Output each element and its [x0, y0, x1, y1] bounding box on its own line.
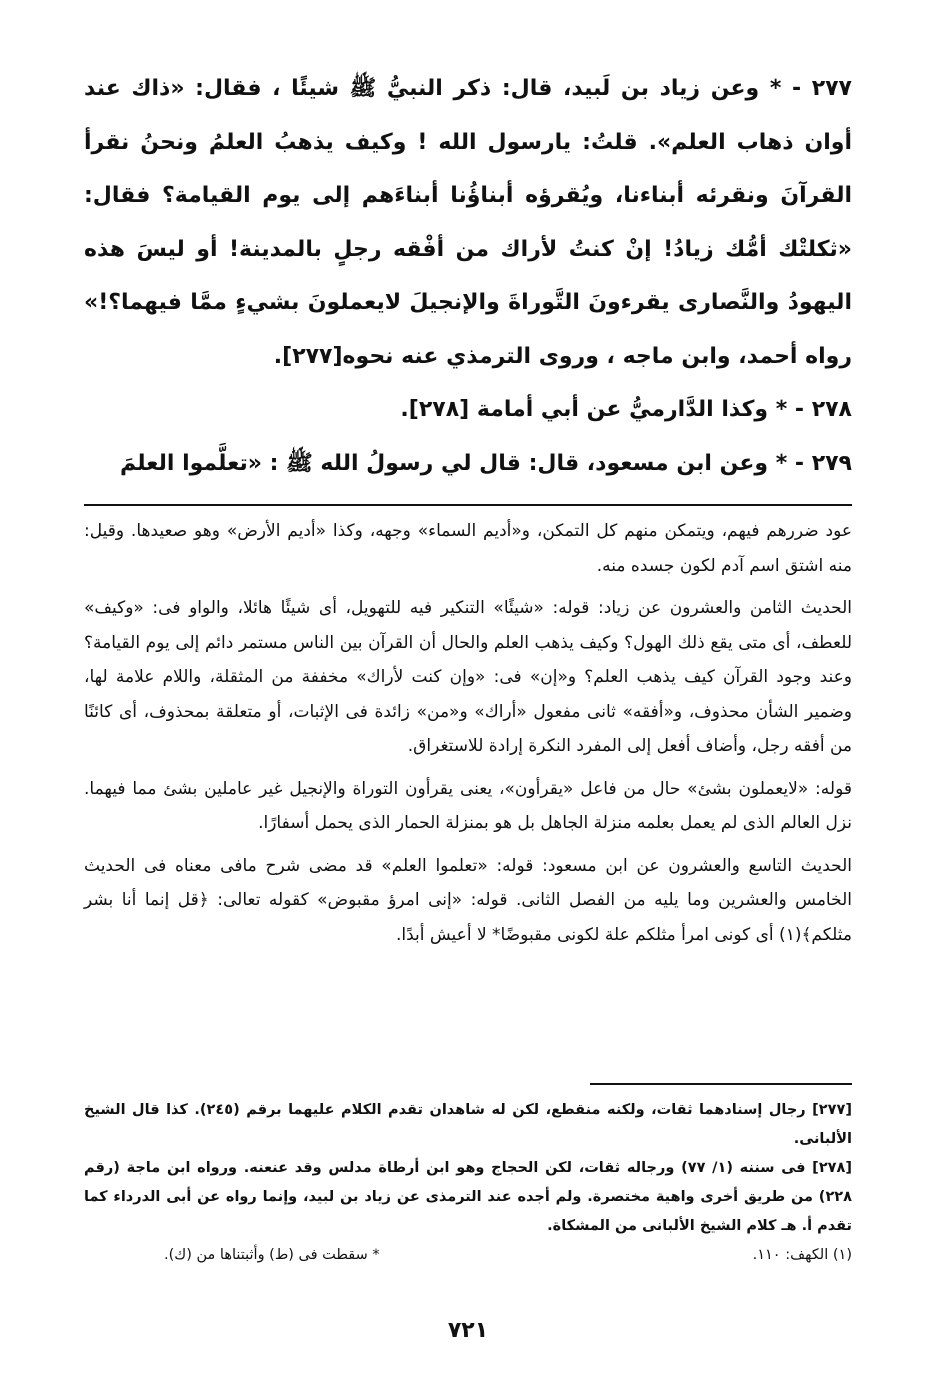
commentary-paragraph: قوله: «لايعملون بشئ» حال من فاعل «يقرأون»، يعنى يقرأون التوراة والإنجيل غير عاملين بشئ مما فيهما. نزل العالم الذى لم يعمل بعلمه منزلة الجاهل بل هو بمنزلة الحمار الذى يحمل أسفارًا. [84, 778, 852, 833]
note-278: [٢٧٨] فى سننه (١/ ٧٧) ورجاله ثقات، لكن الحجاج وهو ابن أرطاة مدلس وقد عنعنه. ورواه ابن ماجة (رقم ٢٢٨) من طريق أخرى واهية مختصرة. ولم أجده عند الترمذى عن زياد بن لبيد، وإنما رواه عن أبى الدرداء كما تقدم أ. هـ كلام الشيخ الألبانى من المشكاة. [84, 1160, 853, 1234]
hadith-277: ٢٧٧ - * وعن زياد بن لَبيد، قال: ذكر النبيُّ ﷺ شيئًا ، فقال: «ذاك عند أوان ذهاب العلم». قلتُ: يارسول الله ! وكيف يذهبُ العلمُ ونحنُ نقرأ القرآنَ ونقرئه أبناءنا، ويُقرؤه أبناؤُنا أبناءَهم إلى يوم القيامة؟ فقال: «ثكلتْك أمُّك زيادُ! إنْ كنتُ لأراك من أفْقه رجلٍ بالمدينة! أو ليسَ هذه اليهودُ والنَّصارى يقرءونَ التَّوراةَ والإنجيلَ لايعملونَ بشيءٍ ممَّا فيهما؟!» رواه أحمد، وابن ماجه ، وروى الترمذي عنه نحوه[٢٧٧]. [84, 76, 852, 369]
page-number: ٧٢١ [447, 1318, 489, 1343]
footnote-quran: (١) الكهف: ١١٠. [752, 1247, 852, 1263]
commentary-paragraph: الحديث الثامن والعشرون عن زياد: قوله: «شيئًا» التنكير فيه للتهويل، أى شيئًا هائلا، والواو فى: «وكيف» للعطف، أى متى يقع ذلك الهول؟ وكيف يذهب العلم والحال أن القرآن بين الناس مستمر دائم إلى يوم القيامة؟ وعند وجود القرآن كيف يذهب العلم؟ و«إن» فى: «وإن كنت لأراك» مخففة من المثقلة، واللام علامة لها، وضمير الشأن محذوف، و«أفقه» ثانى مفعول «أراك» و«من» زائدة فى الإثبات، أو متعلقة بمحذوف، أى كائنًا من أفقه رجل، وأضاف أفعل إلى المفرد النكرة إرادة للاستغراق. [84, 598, 852, 756]
footnote-divider [590, 1083, 852, 1085]
hadith-279: ٢٧٩ - * وعن ابن مسعود، قال: قال لي رسولُ الله ﷺ : «تعلَّموا العلمَ [119, 450, 852, 476]
commentary-paragraph: الحديث التاسع والعشرون عن ابن مسعود: قوله: «تعلموا العلم» قد مضى شرح مافى معناه فى الحديث الخامس والعشرين وما يليه من الفصل الثانى. قوله: «إنى امرؤ مقبوض» كقوله تعالى: ﴿قل إنما أنا بشر مثلكم﴾(١) أى كونى امرأ مثلكم علة لكونى مقبوضًا* لا أعيش أبدًا. [84, 855, 852, 945]
minor-footnotes [84, 1241, 852, 1270]
hadith-text [84, 62, 852, 490]
commentary-paragraph: عود ضررهم فيهم، ويتمكن منهم كل التمكن، و«أديم السماء» وجهه، وكذا «أديم الأرض» وهو صعيدها. وقيل: منه اشتق اسم آدم لكون جسده منه. [84, 521, 852, 576]
commentary [84, 514, 852, 960]
footnote-star: * سقطت فى (ط) وأثبتناها من (ك). [164, 1247, 380, 1263]
note-277: [٢٧٧] رجال إسنادهما ثقات، ولكنه منقطع، لكن له شاهدان تقدم الكلام عليهما برقم (٢٤٥). كذا قال الشيخ الألبانى. [84, 1102, 852, 1147]
footnotes [84, 1096, 852, 1270]
hadith-278: ٢٧٨ - * وكذا الدَّارميُّ عن أبي أمامة [٢٧٨]. [400, 397, 852, 422]
main-divider [84, 504, 852, 506]
